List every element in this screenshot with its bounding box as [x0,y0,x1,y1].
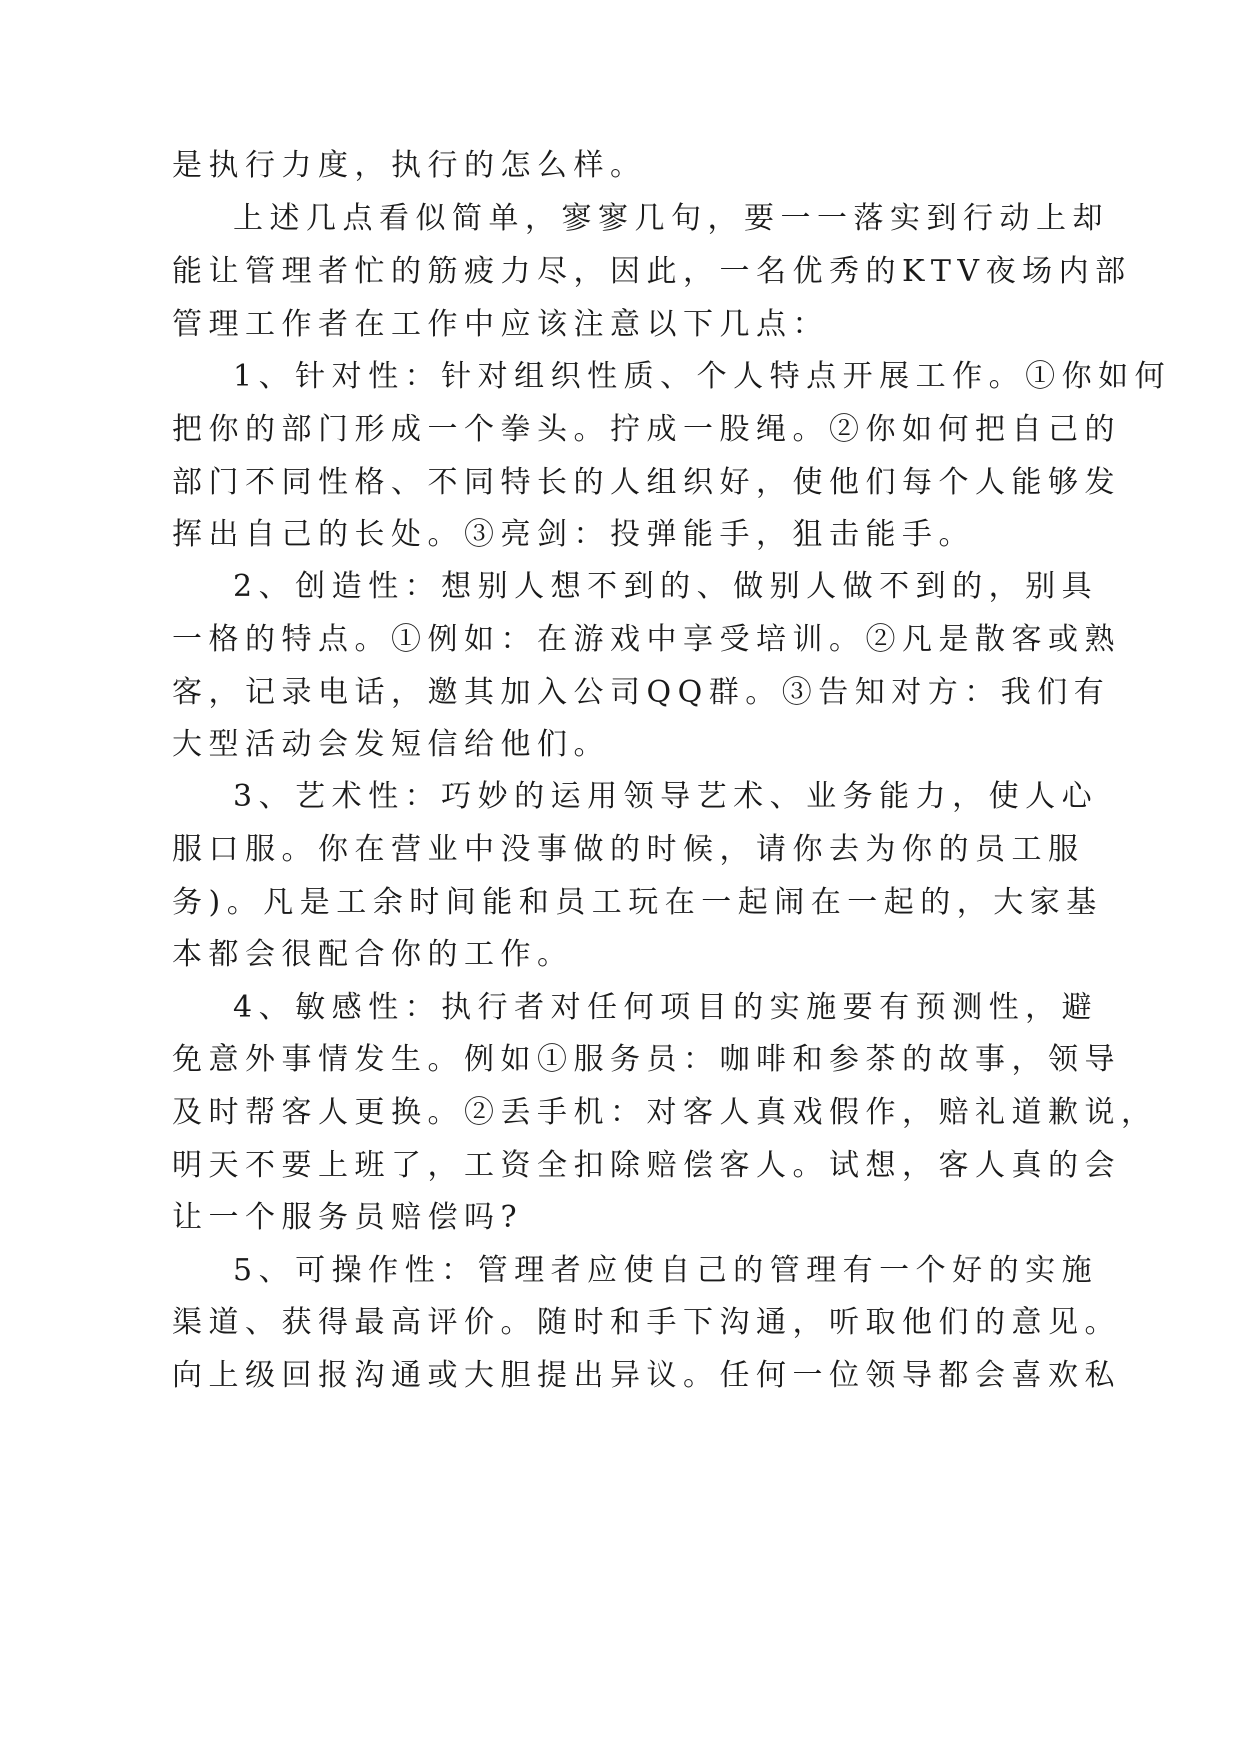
text-line: 4、敏感性：执行者对任何项目的实施要有预测性，避 [233,990,1099,1025]
text-line: 一格的特点。①例如：在游戏中享受培训。②凡是散客或熟 [172,622,1121,657]
text-line: 能让管理者忙的筋疲力尽，因此，一名优秀的KTV夜场内部 [172,254,1132,289]
text-line: 免意外事情发生。例如①服务员：咖啡和参茶的故事，领导 [172,1042,1121,1077]
text-line: 管理工作者在工作中应该注意以下几点： [172,307,829,342]
text-line: 把你的部门形成一个拳头。拧成一股绳。②你如何把自己的 [172,412,1121,447]
text-line: 部门不同性格、不同特长的人组织好，使他们每个人能够发 [172,465,1121,500]
text-line: 2、创造性：想别人想不到的、做别人做不到的，别具 [233,569,1099,604]
text-line: 让一个服务员赔偿吗? [172,1200,524,1235]
text-line: 大型活动会发短信给他们。 [172,727,610,762]
text-line: 务)。凡是工余时间能和员工玩在一起闹在一起的，大家基 [172,885,1103,920]
text-line: 客，记录电话，邀其加入公司QQ群。③告知对方：我们有 [172,675,1111,710]
text-line: 明天不要上班了，工资全扣除赔偿客人。试想，客人真的会 [172,1148,1121,1183]
text-line: 服口服。你在营业中没事做的时候，请你去为你的员工服 [172,832,1085,867]
text-line: 及时帮客人更换。②丢手机：对客人真戏假作，赔礼道歉说， [172,1095,1158,1130]
text-line: 3、艺术性：巧妙的运用领导艺术、业务能力，使人心 [233,779,1099,814]
text-line: 上述几点看似简单，寥寥几句，要一一落实到行动上却 [233,201,1109,236]
text-line: 5、可操作性：管理者应使自己的管理有一个好的实施 [233,1253,1099,1288]
text-line: 是执行力度，执行的怎么样。 [172,148,647,183]
text-line: 挥出自己的长处。③亮剑：投弹能手，狙击能手。 [172,517,975,552]
text-line: 向上级回报沟通或大胆提出异议。任何一位领导都会喜欢私 [172,1358,1121,1393]
text-line: 本都会很配合你的工作。 [172,937,574,972]
text-line: 渠道、获得最高评价。随时和手下沟通，听取他们的意见。 [172,1305,1121,1340]
text-line: 1、针对性：针对组织性质、个人特点开展工作。①你如何 [233,359,1172,394]
